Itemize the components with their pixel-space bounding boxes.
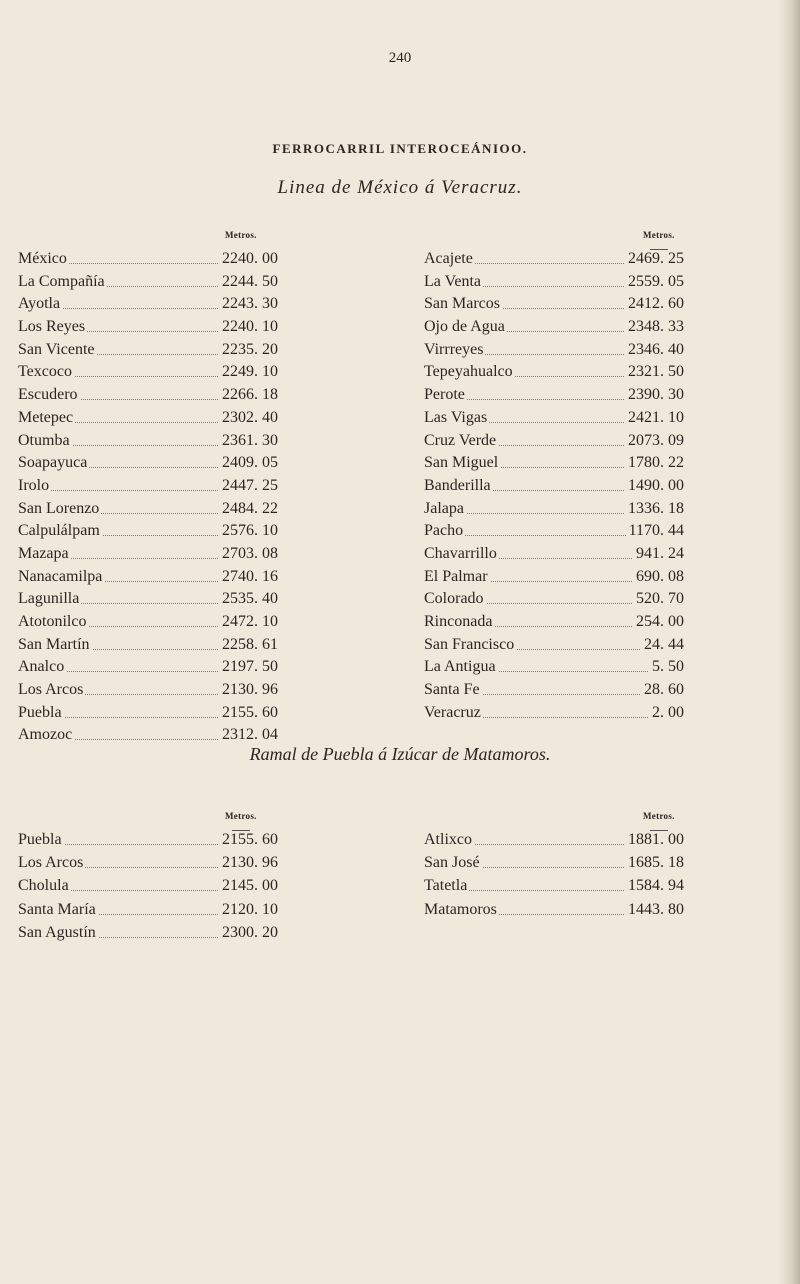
station-row	[18, 454, 278, 477]
station-altitude: 1490. 00	[625, 477, 684, 495]
station-altitude: 254. 00	[633, 613, 684, 631]
station-altitude: 2258. 61	[219, 636, 278, 654]
station-row	[424, 341, 684, 364]
station-row	[18, 613, 278, 636]
station-name: La Compañía	[18, 272, 105, 290]
station-altitude: 2302. 40	[219, 409, 278, 427]
station-row	[424, 681, 684, 704]
station-altitude: 2535. 40	[219, 590, 278, 608]
station-name: Los Reyes	[18, 318, 86, 336]
station-name: Santa Fe	[424, 681, 480, 699]
station-row	[424, 704, 684, 727]
station-name: Puebla	[18, 831, 62, 848]
station-name: Escudero	[18, 386, 78, 404]
station-name: Tatetla	[424, 877, 468, 895]
station-altitude: 2312. 04	[219, 726, 278, 744]
station-row	[424, 568, 684, 591]
station-row	[18, 318, 278, 341]
unit-label-ramal-right: Metros.	[643, 811, 675, 821]
station-row	[18, 854, 278, 877]
station-row	[424, 831, 684, 854]
station-row	[18, 432, 278, 455]
station-altitude: 2740. 16	[219, 568, 278, 586]
station-row	[18, 409, 278, 432]
station-name: Mazapa	[18, 544, 69, 562]
station-name: Rinconada	[424, 613, 493, 630]
station-name: Puebla	[18, 703, 62, 721]
station-altitude: 2130. 96	[219, 854, 278, 872]
station-name: Las Vigas	[424, 408, 488, 426]
station-row	[424, 545, 684, 568]
station-altitude: 1685. 18	[625, 854, 684, 872]
station-altitude: 1443. 80	[625, 901, 684, 919]
station-name: Metepec	[18, 408, 74, 426]
station-name: Colorado	[424, 590, 484, 608]
station-row	[424, 500, 684, 523]
station-altitude: 2073. 09	[625, 432, 684, 450]
station-row	[424, 295, 684, 318]
station-row	[18, 250, 278, 273]
station-name: Cholula	[18, 877, 69, 895]
station-altitude: 2235. 20	[219, 341, 278, 359]
station-name: Lagunilla	[18, 590, 80, 608]
station-altitude: 1780. 22	[625, 454, 684, 472]
station-name: Ayotla	[18, 295, 61, 313]
station-row	[424, 854, 684, 877]
station-name: Santa María	[18, 900, 96, 918]
station-name: Los Arcos	[18, 681, 84, 699]
station-row	[18, 341, 278, 364]
station-name: Pacho	[424, 522, 464, 540]
station-altitude: 2244. 50	[219, 273, 278, 291]
station-name: Calpulálpam	[18, 522, 100, 540]
station-altitude: 2576. 10	[219, 522, 278, 540]
station-name: México	[18, 250, 67, 267]
station-name: San Marcos	[424, 295, 500, 313]
station-altitude: 24. 44	[641, 636, 684, 654]
station-altitude: 1170. 44	[626, 522, 684, 540]
station-row	[18, 658, 278, 681]
station-name: Atotonilco	[18, 613, 87, 630]
station-altitude: 2240. 00	[219, 250, 278, 268]
station-altitude: 2266. 18	[219, 386, 278, 404]
station-row	[18, 522, 278, 545]
station-altitude: 2197. 50	[219, 658, 278, 676]
station-altitude: 2472. 10	[219, 613, 278, 631]
station-name: Otumba	[18, 431, 70, 449]
station-altitude: 2346. 40	[625, 341, 684, 359]
station-row	[18, 704, 278, 727]
station-altitude: 2240. 10	[219, 318, 278, 336]
station-name: Acajete	[424, 250, 473, 267]
station-row	[18, 877, 278, 900]
station-name: Cruz Verde	[424, 431, 497, 449]
station-altitude: 1336. 18	[625, 500, 684, 518]
station-name: Perote	[424, 386, 465, 404]
station-row	[424, 658, 684, 681]
station-name: Irolo	[18, 476, 50, 494]
station-name: San José	[424, 854, 480, 872]
station-row	[424, 318, 684, 341]
station-name: San Lorenzo	[18, 499, 100, 517]
station-altitude: 5. 50	[649, 658, 684, 676]
station-altitude: 941. 24	[633, 545, 684, 563]
station-name: Banderilla	[424, 476, 491, 494]
station-altitude: 2249. 10	[219, 363, 278, 381]
running-head: FERROCARRIL INTEROCEÁNIOO.	[272, 141, 528, 156]
station-name: Ojo de Agua	[424, 318, 505, 336]
station-altitude: 1881. 00	[625, 831, 684, 849]
station-name: El Palmar	[424, 567, 488, 585]
station-row	[424, 877, 684, 900]
station-row	[18, 831, 278, 854]
station-row	[424, 590, 684, 613]
station-row	[424, 636, 684, 659]
station-row	[18, 500, 278, 523]
station-name: La Venta	[424, 272, 482, 290]
station-name: Soapayuca	[18, 454, 88, 472]
station-row	[424, 901, 684, 924]
station-table-ramal-right	[424, 831, 684, 924]
station-altitude: 2155. 60	[219, 704, 278, 722]
station-altitude: 2409. 05	[219, 454, 278, 472]
station-row	[18, 273, 278, 296]
station-name: Texcoco	[18, 363, 72, 381]
station-row	[18, 363, 278, 386]
station-name: Veracruz	[424, 703, 481, 721]
section-title-ramal: Ramal de Puebla á Izúcar de Matamoros.	[249, 744, 551, 764]
station-row	[18, 924, 278, 947]
station-name: San Agustín	[18, 923, 96, 941]
station-row	[18, 636, 278, 659]
unit-label-ramal-left: Metros.	[225, 811, 257, 821]
station-altitude: 2321. 50	[625, 363, 684, 381]
page-number: 240	[388, 50, 412, 66]
station-altitude: 2412. 60	[625, 295, 684, 313]
station-name: San Martín	[18, 635, 90, 653]
station-row	[424, 386, 684, 409]
station-name: Chavarrillo	[424, 544, 497, 562]
station-table-main-right	[424, 250, 684, 726]
station-altitude: 2120. 10	[219, 901, 278, 919]
station-altitude: 2243. 30	[219, 295, 278, 313]
station-row	[18, 590, 278, 613]
station-row	[18, 545, 278, 568]
station-row	[18, 295, 278, 318]
station-altitude: 2421. 10	[625, 409, 684, 427]
unit-label-main-left: Metros.	[225, 230, 257, 240]
station-row	[18, 901, 278, 924]
station-altitude: 2300. 20	[219, 924, 278, 942]
station-name: San Vicente	[18, 340, 95, 358]
section-title-main: Linea de México á Veracruz.	[277, 177, 523, 198]
station-name: Tepeyahualco	[424, 363, 513, 381]
station-table-main-left	[18, 250, 278, 749]
station-altitude: 2484. 22	[219, 500, 278, 518]
station-name: Matamoros	[424, 900, 497, 918]
station-altitude: 2361. 30	[219, 432, 278, 450]
station-altitude: 2390. 30	[625, 386, 684, 404]
station-row	[424, 613, 684, 636]
station-altitude: 28. 60	[641, 681, 684, 699]
station-row	[424, 409, 684, 432]
station-row	[424, 250, 684, 273]
station-altitude: 2. 00	[649, 704, 684, 722]
station-altitude: 2447. 25	[219, 477, 278, 495]
station-row	[424, 273, 684, 296]
station-name: San Miguel	[424, 454, 499, 472]
station-name: San Francisco	[424, 635, 515, 653]
station-name: Jalapa	[424, 499, 464, 517]
station-row	[18, 477, 278, 500]
station-row	[18, 681, 278, 704]
station-altitude: 2145. 00	[219, 877, 278, 895]
station-name: La Antigua	[424, 658, 496, 676]
station-altitude: 520. 70	[633, 590, 684, 608]
station-altitude: 2130. 96	[219, 681, 278, 699]
station-table-ramal-left	[18, 831, 278, 947]
station-name: Amozoc	[18, 726, 73, 744]
station-row	[424, 477, 684, 500]
station-row	[424, 522, 684, 545]
station-name: Virrreyes	[424, 340, 484, 358]
station-row	[18, 386, 278, 409]
station-name: Nanacamilpa	[18, 567, 103, 585]
station-altitude: 2155. 60	[219, 831, 278, 849]
station-name: Los Arcos	[18, 854, 84, 872]
unit-label-main-right: Metros.	[643, 230, 675, 240]
station-altitude: 2703. 08	[219, 545, 278, 563]
station-row	[424, 363, 684, 386]
station-name: Analco	[18, 658, 65, 676]
station-altitude: 2348. 33	[625, 318, 684, 336]
station-altitude: 1584. 94	[625, 877, 684, 895]
station-row	[424, 454, 684, 477]
station-name: Atlixco	[424, 831, 472, 848]
station-row	[18, 568, 278, 591]
station-altitude: 2559. 05	[625, 273, 684, 291]
station-altitude: 690. 08	[633, 568, 684, 586]
station-row	[424, 432, 684, 455]
station-altitude: 2469. 25	[625, 250, 684, 268]
